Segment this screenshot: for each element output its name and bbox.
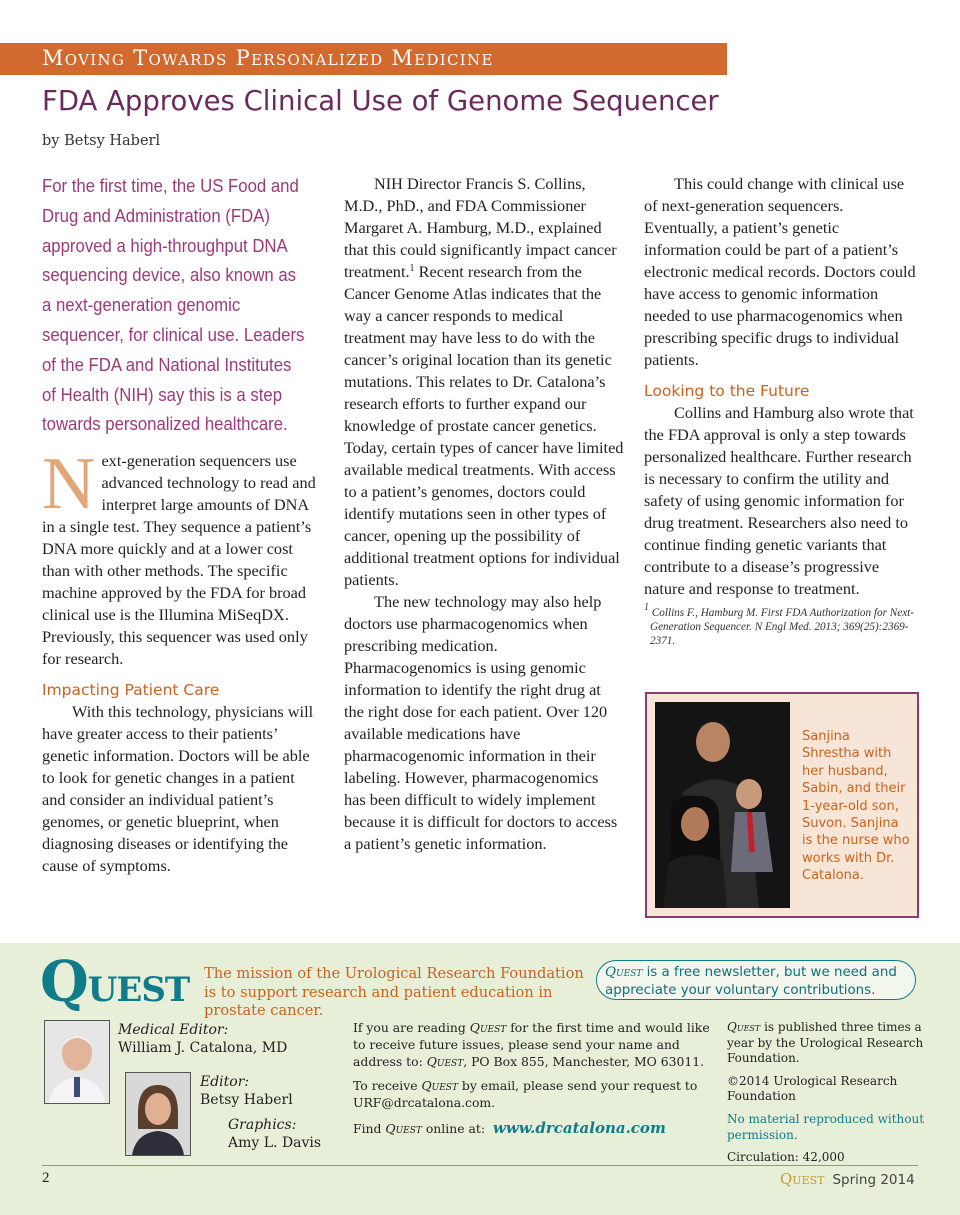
subhead-impacting: Impacting Patient Care [42, 681, 220, 699]
page-number: 2 [42, 1170, 50, 1186]
publication-paragraph-1 [727, 1020, 927, 1067]
right-p1-quest: Quest [727, 1020, 761, 1034]
footnote-text: Collins F., Hamburg M. First FDA Authorization for Next-Generation Sequencer. N Engl Med. 2013; 369(25):2369-2371. [649, 607, 914, 647]
intro-paragraph: For the first time, the US Food and Drug and Administration (FDA) approved a high-throughput DNA sequencing device, also known as a next-generation genomic sequencer, for clinical use. Leaders of the FDA and National Institutes of Health (NIH) say this is a step towards personalized healthcare. [42, 176, 305, 435]
website-link[interactable]: www.drcatalona.com [492, 1118, 666, 1137]
column-3 [644, 173, 920, 648]
mid-p2-a: To receive [353, 1078, 422, 1094]
subscription-paragraph-3 [353, 1120, 713, 1138]
quest-logo-rest: UEST [87, 970, 190, 1010]
editor-role: Editor: [200, 1074, 250, 1090]
graphics-role: Graphics: [228, 1117, 297, 1133]
editor-portrait [126, 1073, 190, 1155]
contribution-pill [596, 960, 916, 1000]
mid-p1-quest-2: Quest [426, 1053, 464, 1069]
mid-p3-quest: Quest [385, 1120, 422, 1136]
medical-editor-photo [44, 1020, 110, 1104]
subhead-future: Looking to the Future [644, 382, 810, 400]
col2-paragraph-1 [344, 173, 624, 591]
family-photo-illustration [655, 702, 790, 908]
mission-statement: The mission of the Urological Research Foundation is to support research and patient education in prostate cancer. [204, 965, 584, 1019]
mid-p2-quest: Quest [421, 1078, 458, 1094]
issue-quest: Quest [780, 1170, 825, 1188]
contribution-text [605, 964, 911, 999]
footnote-number: 1 [644, 602, 649, 613]
editor-credit [200, 1073, 293, 1109]
col1-paragraph-1-text: ext-generation sequencers use advanced technology to read and interpret large amounts of DNA in a single test. They sequence a patient’s DNA more quickly and at a lower cost than with other methods. The specific machine approved by the FDA for broad clinical use is the Illumina MiSeqDX. Previously, this sequencer was used only for research. [42, 451, 316, 668]
quest-logo-q: Q [40, 949, 88, 1015]
mid-p1-b: for the first time and would like to receive future issues, please send your name and address to: [353, 1020, 710, 1069]
drop-cap: N [42, 443, 96, 525]
mid-p2-b: by email, please send your request to URF@drcatalona.com. [353, 1078, 698, 1111]
section-band-title: Moving Towards Personalized Medicine [42, 46, 494, 70]
subscription-paragraph-2 [353, 1078, 713, 1112]
medical-editor-name: William J. Catalona, MD [118, 1040, 288, 1056]
subscription-paragraph-1 [353, 1020, 713, 1070]
column-2 [344, 173, 624, 855]
footnote [644, 602, 920, 648]
footnote-ref: 1 [409, 263, 415, 274]
issue-label [780, 1170, 915, 1188]
mid-p1-quest: Quest [469, 1020, 507, 1035]
col2-p1-b: Recent research from the Cancer Genome Atlas indicates that the way a cancer responds to medical treatment may have less to do with the cancer’s original location than its genetic mutations. This relates to Dr. Catalona’s research efforts to further expand our knowledge of prostate cancer genetics. Today, certain types of cancer have limited available medical treatments. With access to a patient’s genomes, doctors could identify mutations seen in other types of cancer, opening up the possibility of additional treatment options for individual patients. [344, 262, 624, 589]
editor-name: Betsy Haberl [200, 1092, 293, 1108]
copyright: ©2014 Urological Research Foundation [727, 1073, 898, 1104]
pill-quest-word: Quest [605, 965, 643, 980]
mid-p1-c: , PO Box 855, Manchester, MO 63011. [463, 1053, 705, 1069]
circulation: Circulation: 42,000 [727, 1150, 845, 1165]
byline: by Betsy Haberl [42, 133, 161, 149]
permission-notice: No material reproduced without permission. [727, 1111, 925, 1142]
col2-paragraph-2: The new technology may also help doctors use pharmacogenomics when prescribing medication. Pharmacogenomics is using genomic information to identify the right drug at the right dose for each patient. Over 120 available medications have pharmacogenomic information in their labeling. However, pharmacogenomics has been difficult to widely implement because it is difficult for doctors to access a patient’s genetic information. [344, 592, 618, 853]
family-photo [655, 702, 790, 908]
mid-p1-a: If you are reading [353, 1020, 470, 1035]
right-p1-text: is published three times a year by the Urological Research Foundation. [727, 1020, 924, 1066]
photo-box [645, 692, 919, 918]
graphics-name: Amy L. Davis [228, 1135, 322, 1151]
col3-paragraph-2: Collins and Hamburg also wrote that the FDA approval is only a step towards personalized healthcare. Further research is necessary to confirm the utility and safety of using genomic information for drug treatment. Researchers also need to continue finding genetic variants that contribute to a disease’s progressive nature and response to treatment. [644, 403, 914, 598]
col3-paragraph-1: This could change with clinical use of next-generation sequencers. Eventually, a patient’s genetic information could be part of a patient’s electronic medical records. Doctors could have access to genomic information needed to use pharmacogenomics when prescribing specific drugs to individual patients. [644, 174, 916, 369]
mid-p3-b: online at: [421, 1120, 486, 1136]
section-band [0, 43, 727, 75]
medical-editor-credit [118, 1021, 287, 1057]
publication-info [727, 1020, 927, 1173]
issue-date: Spring 2014 [832, 1172, 915, 1188]
medical-editor-role: Medical Editor: [118, 1022, 229, 1038]
col1-paragraph-2: With this technology, physicians will have greater access to their patients’ genetic information. Doctors will be able to look for genetic changes in a patient and consider an individual patient’s genomes, or genetic blueprint, when diagnosing diseases or identifying the cause of symptoms. [42, 702, 314, 875]
medical-editor-portrait [45, 1021, 109, 1103]
mid-p3-a: Find [353, 1120, 386, 1136]
footer-rule [42, 1165, 918, 1166]
col2-p1-a: NIH Director Francis S. Collins, M.D., PhD., and FDA Commissioner Margaret A. Hamburg, M.D., explained that this could significantly impact cancer treatment. [344, 174, 617, 281]
article-title: FDA Approves Clinical Use of Genome Sequencer [42, 85, 719, 117]
editor-photo [125, 1072, 191, 1156]
column-1 [42, 443, 320, 877]
quest-logo [40, 949, 189, 1015]
pill-text-body: is a free newsletter, but we need and appreciate your voluntary contributions. [605, 965, 897, 998]
subscription-info [353, 1020, 713, 1146]
photo-caption: Sanjina Shrestha with her husband, Sabin, and their 1-year-old son, Suvon. Sanjina is the nurse who works with Dr. Catalona. [802, 729, 910, 884]
col1-paragraph-1 [42, 443, 320, 670]
graphics-credit [228, 1116, 321, 1152]
